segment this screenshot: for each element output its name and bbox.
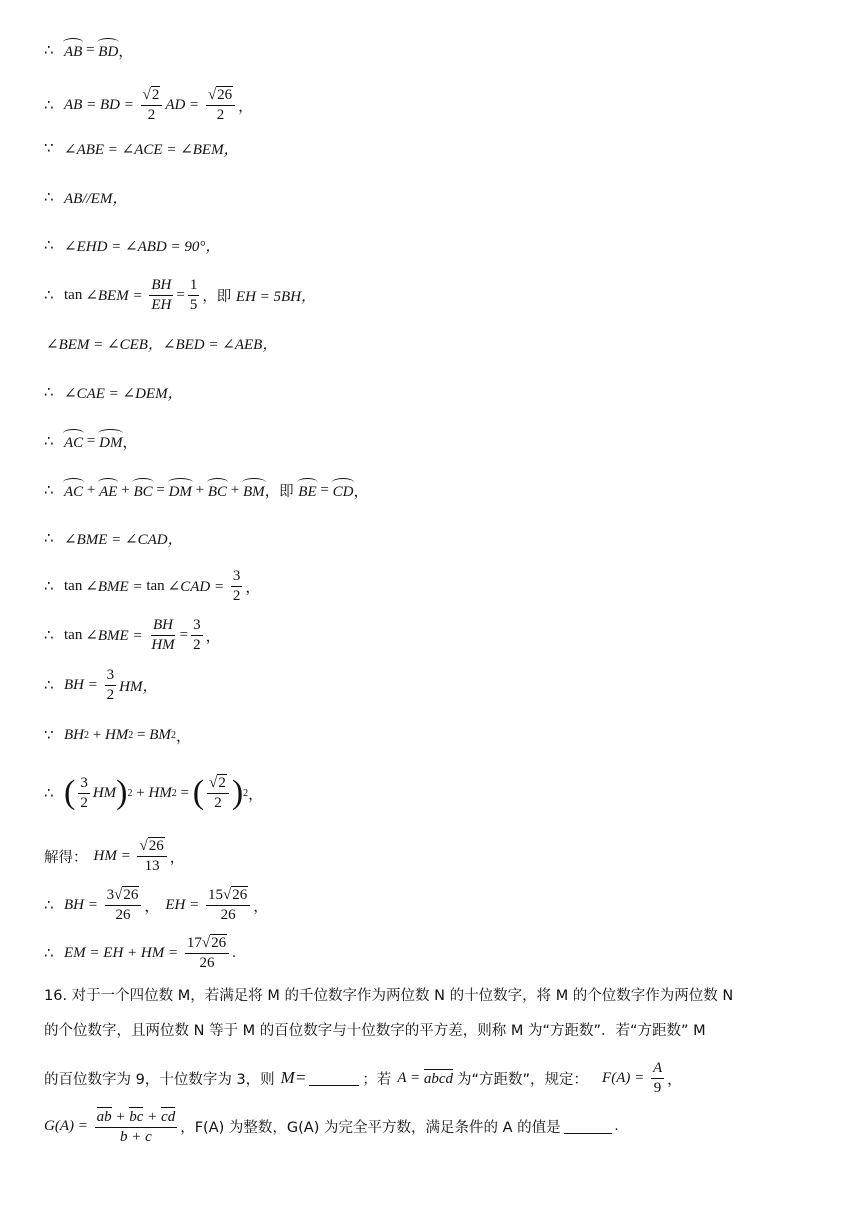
punct: ，	[353, 483, 369, 500]
therefore-symbol: ∴	[44, 432, 54, 450]
coefficient: 15	[208, 887, 223, 903]
expr: HM =	[93, 847, 135, 864]
fraction-a-9	[651, 1060, 664, 1096]
text-segment: ；若	[362, 1071, 392, 1088]
therefore-symbol: ∴	[44, 188, 54, 206]
numerator: BH	[151, 617, 175, 636]
denominator: 2	[147, 106, 156, 123]
line-angles-bem-bed	[46, 331, 277, 355]
plus: +	[89, 726, 105, 743]
line-angle-bme	[44, 526, 183, 550]
arc-ae: AE	[99, 480, 117, 501]
expr: ∠EHD = ∠ABD = 90°，	[64, 238, 221, 255]
line-angle-ehd	[44, 233, 220, 257]
equals: =	[83, 432, 100, 449]
punct: ，	[122, 434, 138, 451]
denominator: 26	[199, 954, 215, 971]
problem-16-line-3	[44, 1058, 682, 1098]
line-tan-bem	[44, 275, 316, 315]
tan: tan	[146, 577, 165, 594]
line-angle-abe	[44, 136, 239, 160]
line-ab-bd-ad	[44, 85, 253, 125]
denominator: 2	[80, 794, 88, 811]
fraction-sqrt26-over-13: $\frac{√26}{13}$	[137, 838, 166, 874]
denominator: 2	[232, 587, 241, 604]
overline-cd: cd	[161, 1109, 176, 1125]
equals: =	[179, 626, 189, 643]
numerator: 3	[231, 568, 243, 587]
therefore-symbol: ∴	[44, 577, 54, 595]
fraction-bh-eh	[149, 277, 173, 313]
punct: .	[232, 944, 236, 961]
connector-text: ，即	[264, 483, 299, 500]
plus: +	[191, 481, 208, 498]
term-bh: BH	[64, 726, 84, 743]
punct: .	[614, 1117, 619, 1134]
line-bh-eh-values	[44, 885, 268, 925]
fraction-sqrt2-over-2: $\frac{√2}{2}$	[207, 775, 229, 811]
expr: HM，	[119, 678, 158, 695]
expr: ∠BME =	[85, 627, 147, 644]
overline-abcd: abcd	[423, 1070, 453, 1087]
exponent: 2	[243, 787, 249, 799]
equals: =	[316, 481, 333, 498]
expr: ∠CAE = ∠DEM，	[64, 385, 183, 402]
coefficient: 17	[186, 935, 202, 951]
line-arc-ac-dm	[44, 429, 137, 453]
therefore-symbol: ∴	[44, 529, 54, 547]
left-paren: (	[64, 774, 76, 811]
punct: ，	[205, 628, 221, 645]
fraction-sqrt26-over-2: $\frac{√26}{2}$	[206, 87, 235, 123]
plus: +	[83, 481, 100, 498]
radicand: 2	[151, 87, 160, 103]
expr: AD =	[165, 96, 203, 113]
denominator: 5	[189, 296, 198, 313]
tan: tan	[64, 626, 83, 643]
connector-text: ，即	[202, 288, 236, 305]
punct: ，	[667, 1071, 683, 1088]
equals: =	[152, 481, 169, 498]
radicand: 26	[211, 935, 227, 951]
denominator: 2	[214, 794, 222, 811]
fraction-3-2	[105, 667, 117, 703]
therefore-symbol: ∴	[44, 96, 54, 114]
tan: tan	[64, 286, 83, 303]
right-paren: )	[231, 774, 244, 811]
fraction-3-2	[231, 568, 243, 604]
text-segment: 为“方距数”，规定：	[457, 1071, 589, 1088]
plus: +	[143, 1109, 162, 1125]
plus: +	[132, 784, 149, 801]
tan: tan	[64, 577, 83, 594]
line-bh-eq	[44, 665, 157, 705]
radicand: 26	[232, 887, 248, 903]
numerator: 1	[188, 277, 200, 296]
text-segment: 的百位数字为 9，十位数字为 3，则	[44, 1071, 275, 1088]
arc-be: BE	[298, 480, 316, 501]
arc-ac: AC	[64, 480, 83, 501]
therefore-symbol: ∴	[44, 481, 54, 499]
because-symbol: ∵	[44, 139, 54, 157]
line-arc-sum	[44, 478, 368, 502]
arc-dm: DM	[169, 480, 192, 501]
radicand: 26	[148, 838, 164, 854]
overline-ab: ab	[96, 1109, 112, 1125]
arc-dm: DM	[99, 431, 122, 452]
therefore-symbol: ∴	[44, 41, 54, 59]
exponent: 2	[171, 787, 177, 799]
plus: +	[227, 481, 244, 498]
label-solve: 解得：	[44, 849, 88, 866]
expr: ∠BME = ∠CAD，	[64, 531, 183, 548]
plus: +	[111, 1109, 130, 1125]
line-em-value	[44, 933, 236, 973]
expr: BH =	[64, 676, 102, 693]
fraction-3sqrt26-over-26: $\frac{3√26}{26}$	[105, 887, 142, 923]
expr: AB = BD =	[64, 96, 138, 113]
expr: ∠BME =	[85, 578, 147, 595]
problem-16-line-1: 16. 对于一个四位数 M，若满足将 M 的千位数字作为两位数 N 的十位数字，将 M 的个位数字作为两位数 N	[44, 988, 734, 1004]
therefore-symbol: ∴	[44, 676, 54, 694]
expr: ∠BEM =	[85, 287, 147, 304]
line-tan-bme-cad	[44, 566, 260, 606]
expr: EH = 5BH，	[235, 288, 317, 305]
denominator: 2	[193, 636, 201, 653]
g-label: G(A) =	[44, 1117, 92, 1134]
arc-ab: AB	[64, 40, 82, 61]
overline-bc: bc	[129, 1109, 144, 1125]
term-bm: BM	[149, 726, 171, 743]
numerator: BH	[149, 277, 173, 296]
text-segment: ，F(A) 为整数，G(A) 为完全平方数，满足条件的 A 的值是	[180, 1119, 561, 1136]
fraction-sqrt2-over-2: $\frac{√2}{2}$	[141, 87, 163, 123]
fraction-15sqrt26-over-26: $\frac{15√26}{26}$	[206, 887, 250, 923]
punct: ，	[253, 898, 269, 915]
term-hm: HM	[148, 784, 172, 801]
fraction-3-2	[191, 617, 203, 653]
a-eq: A =	[397, 1069, 424, 1086]
radicand: 2	[218, 775, 226, 791]
term-hm: HM	[92, 784, 117, 801]
expr: ∠CAD =	[167, 578, 228, 595]
arc-ac: AC	[64, 431, 83, 452]
denominator: b + c	[120, 1128, 152, 1145]
fraction-1-5	[188, 277, 200, 313]
left-paren: (	[192, 774, 205, 811]
equals: =	[176, 286, 185, 303]
line-tan-bme-ratio	[44, 615, 221, 655]
answer-blank-m[interactable]	[309, 1071, 359, 1086]
expr: AB//EM，	[64, 190, 128, 207]
separator: ，	[144, 898, 160, 915]
expr: BH =	[64, 896, 102, 913]
numerator: 3	[105, 667, 117, 686]
numerator: 3	[191, 617, 203, 636]
right-paren: )	[116, 774, 128, 811]
fraction-bh-hm	[149, 617, 176, 653]
therefore-symbol: ∴	[44, 286, 54, 304]
fraction-g	[95, 1107, 178, 1145]
answer-blank-a[interactable]	[564, 1119, 612, 1134]
denominator: EH	[151, 296, 172, 313]
punct: ，	[238, 98, 254, 115]
equals: =	[82, 41, 99, 58]
arc-bc: BC	[133, 480, 152, 501]
expr: ∠ABE = ∠ACE = ∠BEM，	[64, 141, 239, 158]
problem-16-line-4	[44, 1104, 618, 1148]
line-arc-ab-bd	[44, 38, 133, 62]
plus: +	[117, 481, 134, 498]
line-pythagoras	[44, 723, 191, 747]
denominator: HM	[151, 636, 175, 653]
exponent: 2	[127, 787, 133, 799]
line-substitution	[44, 770, 263, 816]
denominator: 26	[220, 906, 236, 923]
m-label: M=	[280, 1068, 307, 1087]
because-symbol: ∵	[44, 726, 54, 744]
numerator: A	[651, 1060, 664, 1079]
problem-16-line-2: 的个位数字，且两位数 N 等于 M 的百位数字与十位数字的平方差，则称 M 为“方距数”．若“方距数” M	[44, 1023, 706, 1039]
therefore-symbol: ∴	[44, 383, 54, 401]
denominator: 2	[106, 686, 115, 703]
expr: ∠BEM = ∠CEB，∠BED = ∠AEB，	[46, 336, 278, 353]
expr: EH =	[165, 896, 203, 913]
term-hm: HM	[104, 726, 129, 743]
punct: ，	[118, 43, 134, 60]
denominator: 2	[216, 106, 225, 123]
exponent: 2	[128, 729, 134, 741]
radicand: 26	[217, 87, 233, 103]
expr: EM = EH + HM =	[64, 944, 182, 961]
exponent: 2	[84, 729, 89, 741]
punct: ，	[248, 786, 264, 803]
radicand: 26	[123, 887, 139, 903]
line-solve-hm	[44, 836, 185, 876]
numerator: 3	[78, 775, 90, 794]
punct: ，	[245, 579, 261, 596]
equals: =	[133, 726, 150, 743]
line-angle-cae	[44, 380, 183, 404]
fraction-3-2	[78, 775, 90, 811]
therefore-symbol: ∴	[44, 944, 54, 962]
equals: =	[176, 784, 193, 801]
punct: ，	[169, 849, 185, 866]
line-parallel	[44, 185, 127, 209]
denominator: 26	[115, 906, 131, 923]
therefore-symbol: ∴	[44, 626, 54, 644]
therefore-symbol: ∴	[44, 896, 54, 914]
therefore-symbol: ∴	[44, 784, 54, 802]
denominator: 13	[144, 857, 160, 874]
arc-cd: CD	[333, 480, 354, 501]
f-label: F(A) =	[602, 1069, 648, 1086]
arc-bd: BD	[98, 40, 118, 61]
arc-bc: BC	[208, 480, 227, 501]
exponent: 2	[170, 729, 176, 741]
coefficient: 3	[106, 887, 115, 903]
therefore-symbol: ∴	[44, 236, 54, 254]
fraction-17sqrt26-over-26: $\frac{17√26}{26}$	[185, 935, 229, 971]
arc-bm: BM	[243, 480, 265, 501]
punct: ，	[175, 728, 191, 745]
denominator: 9	[653, 1079, 662, 1096]
